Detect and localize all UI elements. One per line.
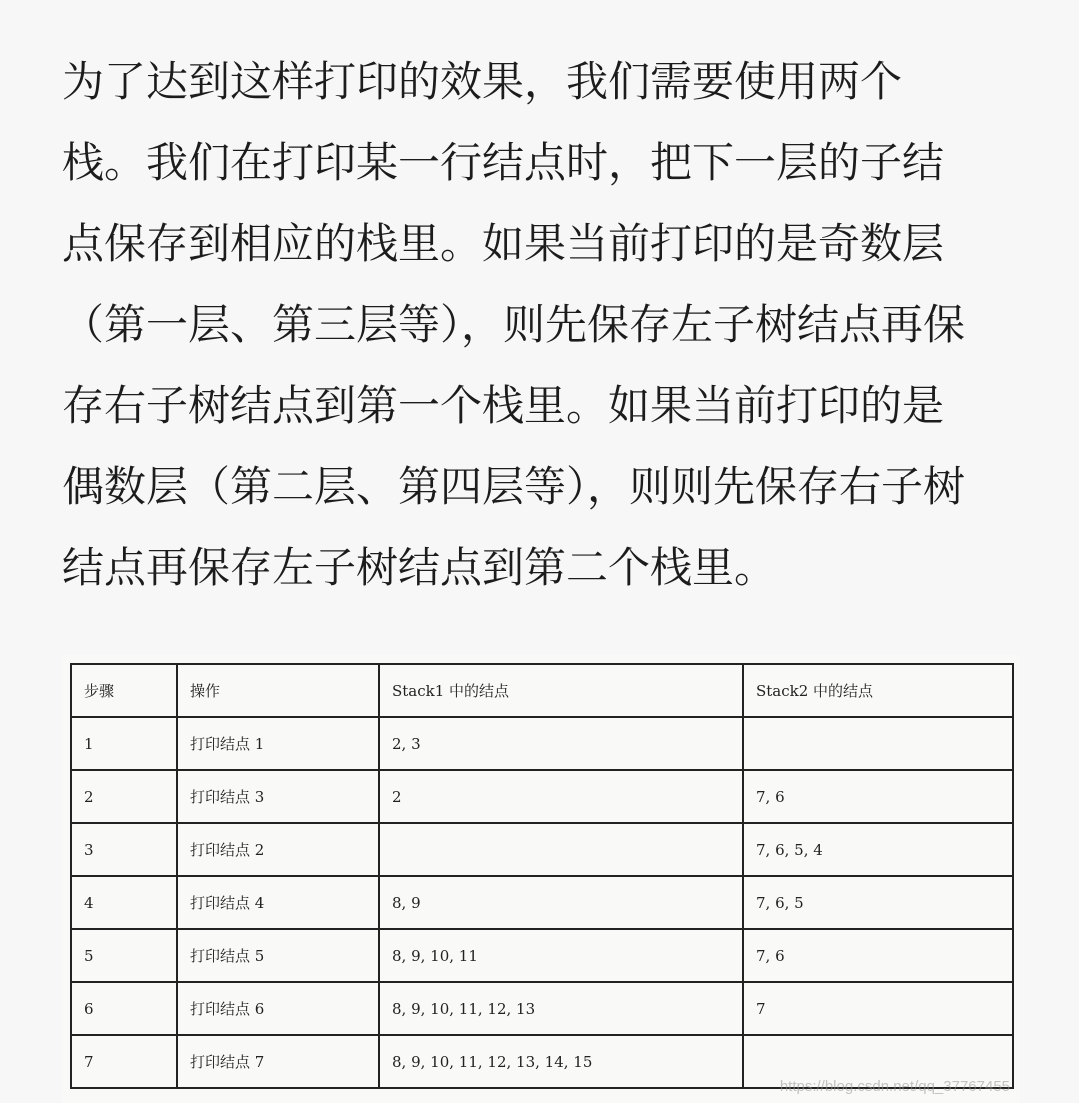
watermark-url: https://blog.csdn.net/qq_37767455: [779, 1078, 1010, 1095]
cell-step: 5: [71, 929, 177, 982]
table-header-row: [71, 664, 1013, 717]
stack-steps-table: [70, 663, 1014, 1089]
cell-operation: 打印结点 2: [177, 823, 379, 876]
header-step: 步骤: [71, 664, 177, 717]
paragraph-line: 为了达到这样打印的效果，我们需要使用两个: [62, 57, 903, 106]
cell-step: 2: [71, 770, 177, 823]
cell-step: 1: [71, 717, 177, 770]
cell-stack2: 7: [743, 982, 1013, 1035]
paragraph-line: 点保存到相应的栈里。如果当前打印的是奇数层: [62, 219, 945, 268]
table-row: [71, 929, 1013, 982]
table-row: [71, 876, 1013, 929]
cell-stack1: 8, 9, 10, 11: [379, 929, 743, 982]
table-row: [71, 982, 1013, 1035]
header-stack2: Stack2 中的结点: [743, 664, 1013, 717]
table-row: [71, 823, 1013, 876]
cell-stack1: 8, 9: [379, 876, 743, 929]
cell-step: 6: [71, 982, 177, 1035]
table-row: [71, 717, 1013, 770]
paragraph-line: （第一层、第三层等），则先保存左子树结点再保: [62, 300, 966, 349]
cell-step: 7: [71, 1035, 177, 1088]
cell-stack1: 2: [379, 770, 743, 823]
cell-operation: 打印结点 5: [177, 929, 379, 982]
cell-operation: 打印结点 7: [177, 1035, 379, 1088]
cell-stack1: 8, 9, 10, 11, 12, 13, 14, 15: [379, 1035, 743, 1088]
cell-step: 4: [71, 876, 177, 929]
cell-stack1: 2, 3: [379, 717, 743, 770]
paragraph-line: 栈。我们在打印某一行结点时，把下一层的子结: [62, 138, 945, 187]
cell-stack2: [743, 717, 1013, 770]
paragraph-line: 结点再保存左子树结点到第二个栈里。: [62, 543, 777, 592]
article-paragraph: [62, 44, 1022, 611]
cell-step: 3: [71, 823, 177, 876]
paragraph-line: 偶数层（第二层、第四层等），则则先保存右子树: [62, 462, 966, 511]
table-row: [71, 770, 1013, 823]
cell-stack2: 7, 6, 5, 4: [743, 823, 1013, 876]
cell-stack2: 7, 6: [743, 929, 1013, 982]
cell-operation: 打印结点 3: [177, 770, 379, 823]
stack-steps-table-image: [62, 655, 1020, 1103]
header-stack1: Stack1 中的结点: [379, 664, 743, 717]
cell-operation: 打印结点 4: [177, 876, 379, 929]
header-operation: 操作: [177, 664, 379, 717]
cell-operation: 打印结点 6: [177, 982, 379, 1035]
cell-stack2: 7, 6: [743, 770, 1013, 823]
cell-stack1: 8, 9, 10, 11, 12, 13: [379, 982, 743, 1035]
cell-operation: 打印结点 1: [177, 717, 379, 770]
cell-stack1: [379, 823, 743, 876]
paragraph-line: 存右子树结点到第一个栈里。如果当前打印的是: [62, 381, 945, 430]
cell-stack2: 7, 6, 5: [743, 876, 1013, 929]
